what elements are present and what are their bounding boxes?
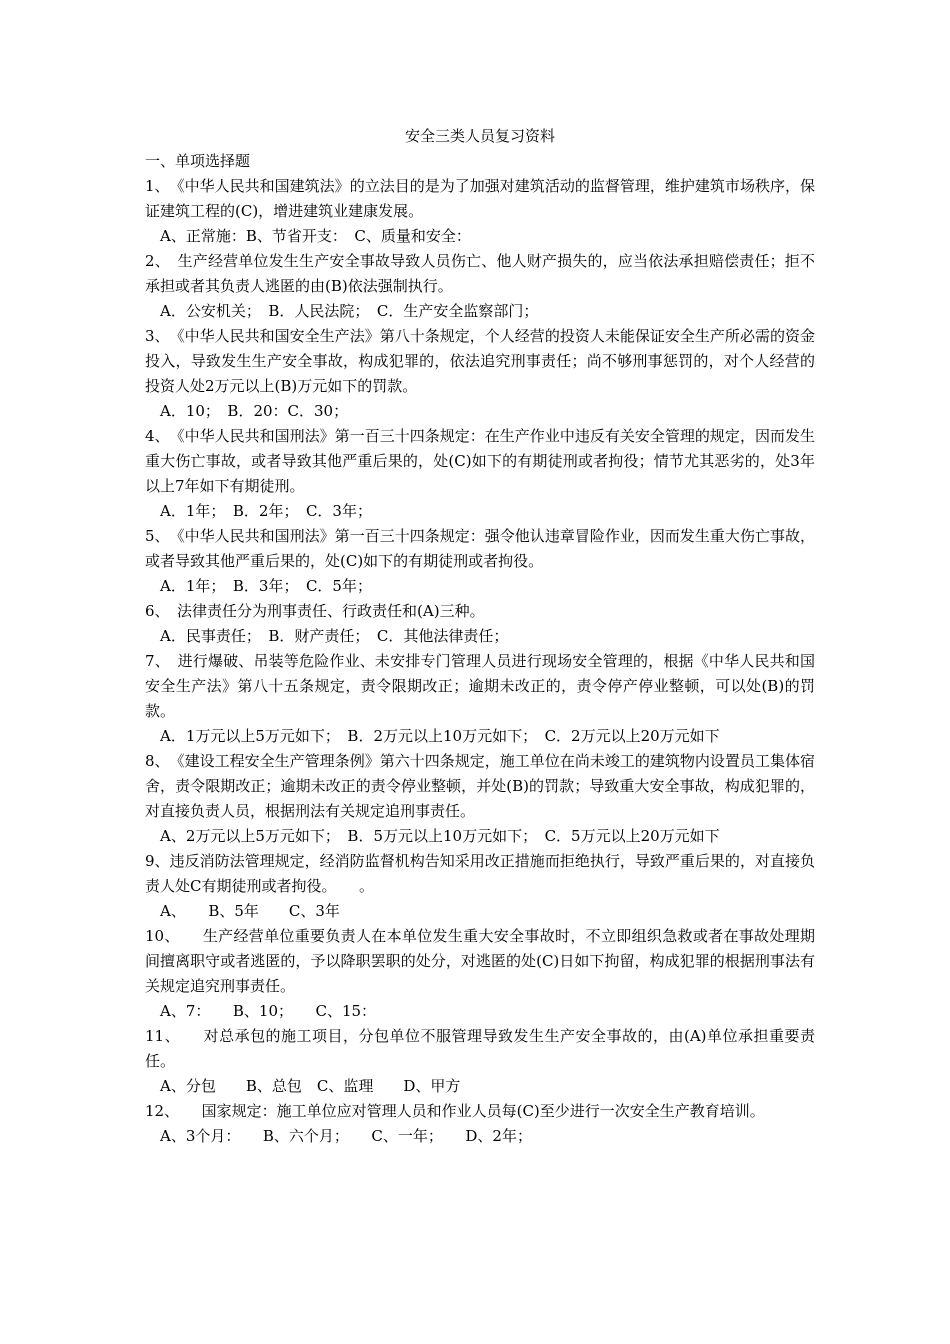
question-11: 11、 对总承包的施工项目，分包单位不服管理导致发生生产安全事故的，由(A)单位承担重要责任。 xyxy=(145,1027,815,1070)
question-9: 9、违反消防法管理规定，经消防监督机构告知采用改正措施而拒绝执行，导致严重后果的，对直接负责人处C有期徒刑或者拘役。 。 xyxy=(145,852,815,895)
question-12: 12、 国家规定：施工单位应对管理人员和作业人员每(C)至少进行一次安全生产教育培训。 xyxy=(145,1102,765,1120)
document-title: 安全三类人员复习资料 xyxy=(404,127,555,145)
question-2-options: A．公安机关； B．人民法院； C．生产安全监察部门； xyxy=(160,302,539,320)
question-8-options: A、2万元以上5万元如下； B．5万元以上10万元如下； C．5万元以上20万元如下 xyxy=(160,827,720,845)
question-3-options: A．10； B．20：C．30； xyxy=(160,402,349,420)
question-10: 10、 生产经营单位重要负责人在本单位发生重大安全事故时，不立即组织急救或者在事故处理期间擅离职守或者逃匿的，予以降职罢职的处分，对逃匿的处(C)日如下拘留，构成犯罪的根据刑事法有关规定追究刑事责任。 xyxy=(145,927,815,995)
question-8: 8、 《建设工程安全生产管理条例》第六十四条规定，施工单位在尚未竣工的建筑物内设置员工集体宿舍，责令限期改正；逾期未改正的责令停业整顿，并处(B)的罚款；导致重大安全事故，构成犯罪的，对直接负责人员，根据刑法有关规定追刑事责任。 xyxy=(145,752,815,820)
question-3: 3、 《中华人民共和国安全生产法》第八十条规定，个人经营的投资人未能保证安全生产所必需的资金投入，导致发生生产安全事故，构成犯罪的，依法追究刑事责任；尚不够刑事惩罚的，对个人经营的投资人处2万元以上(B)万元如下的罚款。 xyxy=(145,327,815,395)
question-6: 6、 法律责任分为刑事责任、行政责任和(A)三种。 xyxy=(145,602,485,620)
section-heading: 一、单项选择题 xyxy=(145,152,251,170)
question-1: 1、 《中华人民共和国建筑法》的立法目的是为了加强对建筑活动的监督管理，维护建筑市场秩序，保证建筑工程的(C)，增进建筑业建康发展。 xyxy=(145,177,815,220)
question-4-options: A．1年； B．2年； C．3年； xyxy=(160,502,372,520)
question-4: 4、 《中华人民共和国刑法》第一百三十四条规定：在生产作业中违反有关安全管理的规定，因而发生重大伤亡事故，或者导致其他严重后果的，处(C)如下的有期徒刑或者拘役；情节尤其恶劣的，处3年以上7年如下有期徒刑。 xyxy=(145,427,815,495)
question-5: 5、 《中华人民共和国刑法》第一百三十四条规定：强令他认违章冒险作业，因而发生重大伤亡事故，或者导致其他严重后果的，处(C)如下的有期徒刑或者拘役。 xyxy=(145,527,815,570)
question-7-options: A．1万元以上5万元如下； B．2万元以上10万元如下； C．2万元以上20万元如下 xyxy=(160,727,720,745)
question-11-options: A、分包 B、总包 C、监理 D、甲方 xyxy=(160,1077,461,1095)
question-2: 2、 生产经营单位发生生产安全事故导致人员伤亡、他人财产损失的，应当依法承担赔偿责任；拒不承担或者其负责人逃匿的由(B)依法强制执行。 xyxy=(145,252,815,295)
question-6-options: A．民事责任； B．财产责任； C．其他法律责任； xyxy=(160,627,509,645)
question-10-options: A、7： B、10； C、15： xyxy=(160,1002,377,1020)
question-5-options: A．1年； B．3年； C．5年； xyxy=(160,577,372,595)
question-7: 7、 进行爆破、吊装等危险作业、未安排专门管理人员进行现场安全管理的，根据《中华人民共和国安全生产法》第八十五条规定，责令限期改正；逾期未改正的，责令停产停业整顿，可以处(B)的罚款。 xyxy=(145,652,815,720)
document-body xyxy=(145,124,815,1149)
question-12-options: A、3个月： B、六个月； C、一年； D、2年； xyxy=(160,1127,532,1145)
question-1-options: A、正常施：B、节省开支： C、质量和安全： xyxy=(160,227,471,245)
question-9-options: A、 B、5年 C、3年 xyxy=(160,902,340,920)
